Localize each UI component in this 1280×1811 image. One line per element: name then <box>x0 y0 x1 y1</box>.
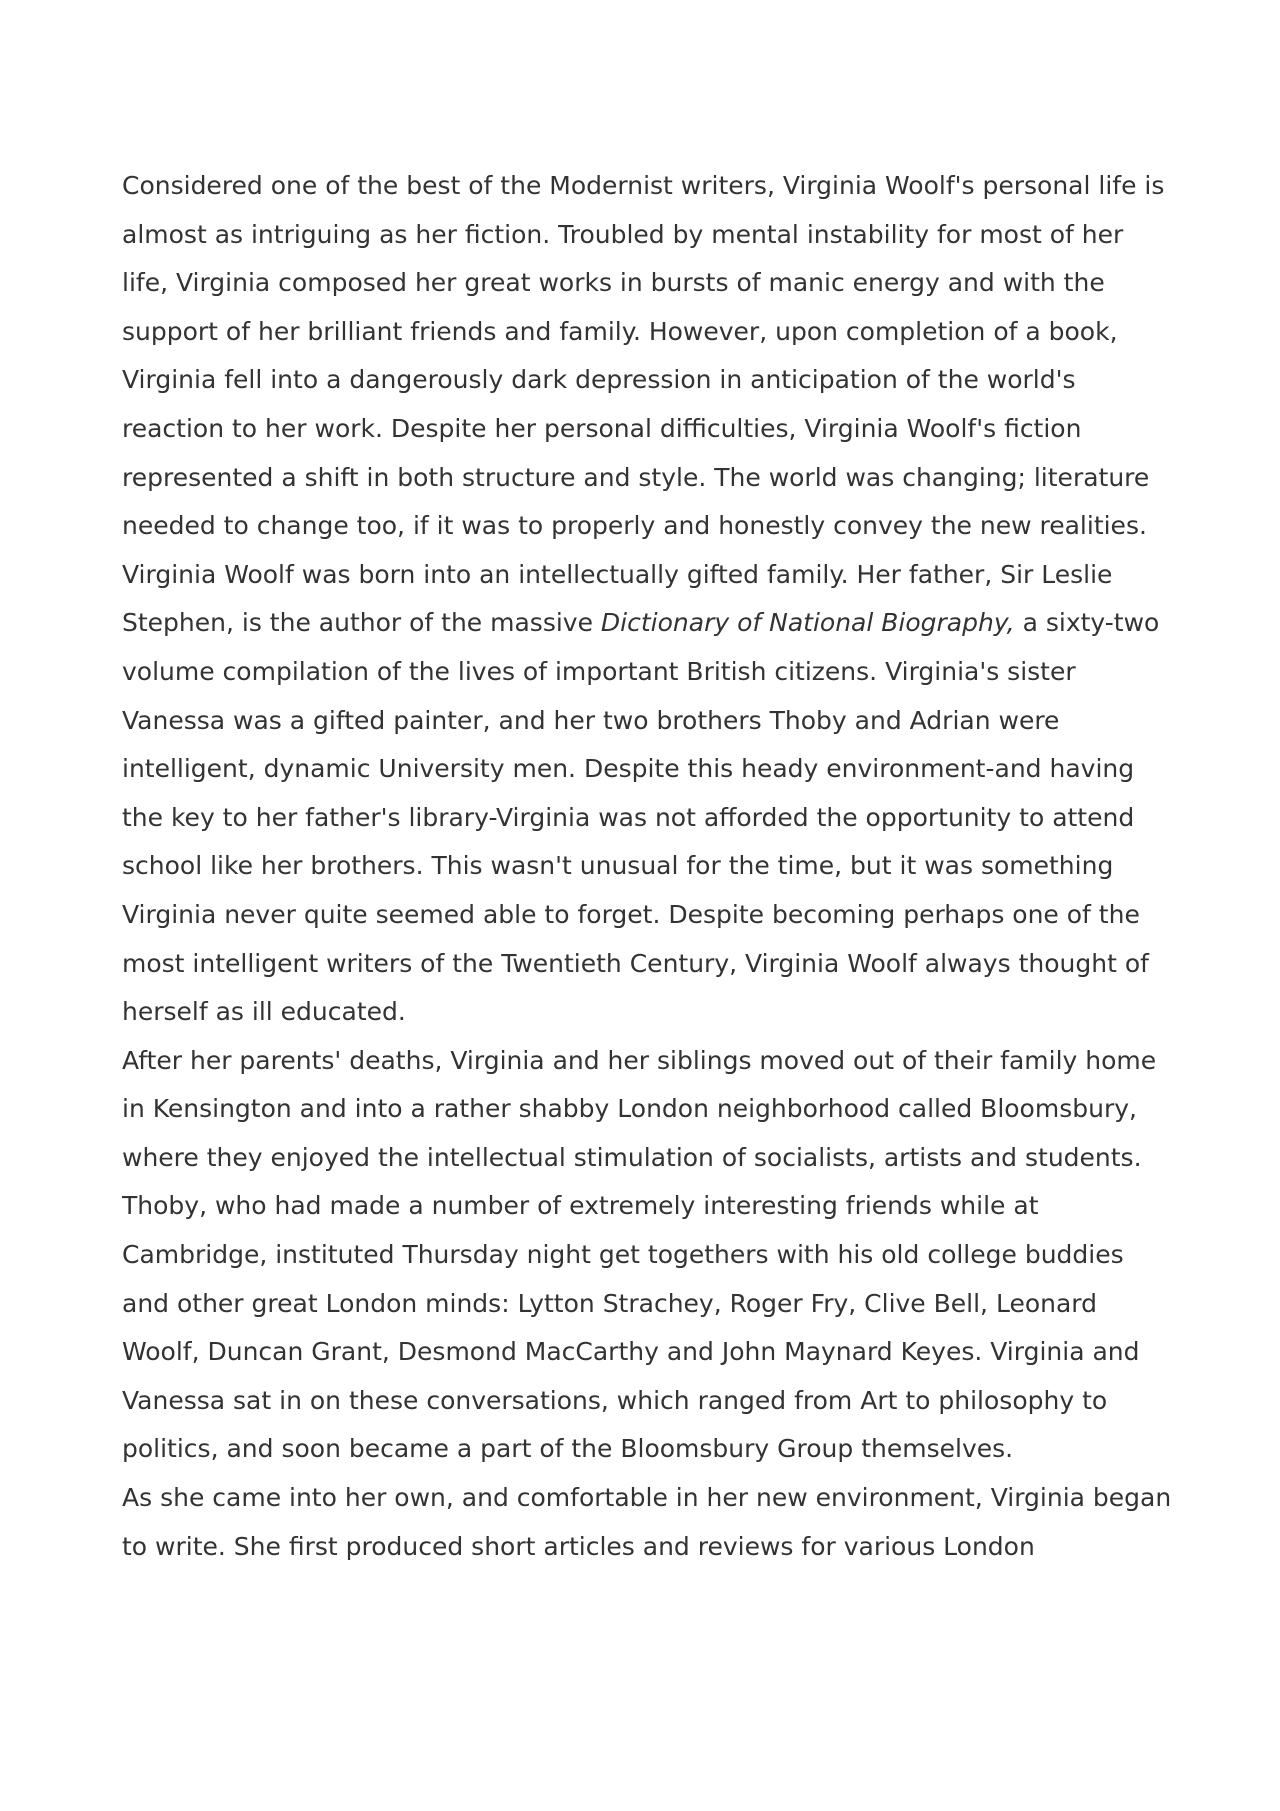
paragraph-family-text-before: Virginia Woolf was born into an intellectually gifted family. Her father, Sir Leslie Stephen, is the author of the massive <box>122 559 1113 638</box>
paragraph-family <box>122 551 1172 1037</box>
paragraph-intro: Considered one of the best of the Modernist writers, Virginia Woolf's personal life is almost as intriguing as her fiction. Troubled by mental instability for most of her life, Virginia composed her great works in bursts of manic energy and with the support of her brilliant friends and family. However, upon completion of a book, Virginia fell into a dangerously dark depression in anticipation of the world's reaction to her work. Despite her personal difficulties, Virginia Woolf's fiction represented a shift in both structure and style. The world was changing; literature needed to change too, if it was to properly and honestly convey the new realities. <box>122 171 1165 541</box>
book-title-italic: Dictionary of National Biography, <box>600 608 1015 638</box>
paragraph-bloomsbury: After her parents' deaths, Virginia and her siblings moved out of their family home in Kensington and into a rather shabby London neighborhood called Bloomsbury, where they enjoyed the intellectual stimulation of socialists, artists and students. Thoby, who had made a number of extremely interesting friends while at Cambridge, instituted Thursday night get togethers with his old college buddies and other great London minds: Lytton Strachey, Roger Fry, Clive Bell, Leonard Woolf, Duncan Grant, Desmond MacCarthy and John Maynard Keyes. Virginia and Vanessa sat in on these conversations, which ranged from Art to philosophy to politics, and soon became a part of the Bloomsbury Group themselves. <box>122 1045 1157 1464</box>
paragraph-writing: As she came into her own, and comfortable in her new environment, Virginia began to write. She first produced short articles and reviews for various London <box>122 1483 1172 1561</box>
paragraph-family-text-after: a sixty-two volume compilation of the lives of important British citizens. Virginia's sister Vanessa was a gifted painter, and her two brothers Thoby and Adrian were intelligent, dynamic University men. Despite this heady environment-and having the key to her father's library-Virginia was not afforded the opportunity to attend school like her brothers. This wasn't unusual for the time, but it was something Virginia never quite seemed able to forget. Despite becoming perhaps one of the most intelligent writers of the Twentieth Century, Virginia Woolf always thought of herself as ill educated. <box>122 608 1160 1027</box>
body-text <box>122 162 1172 1571</box>
